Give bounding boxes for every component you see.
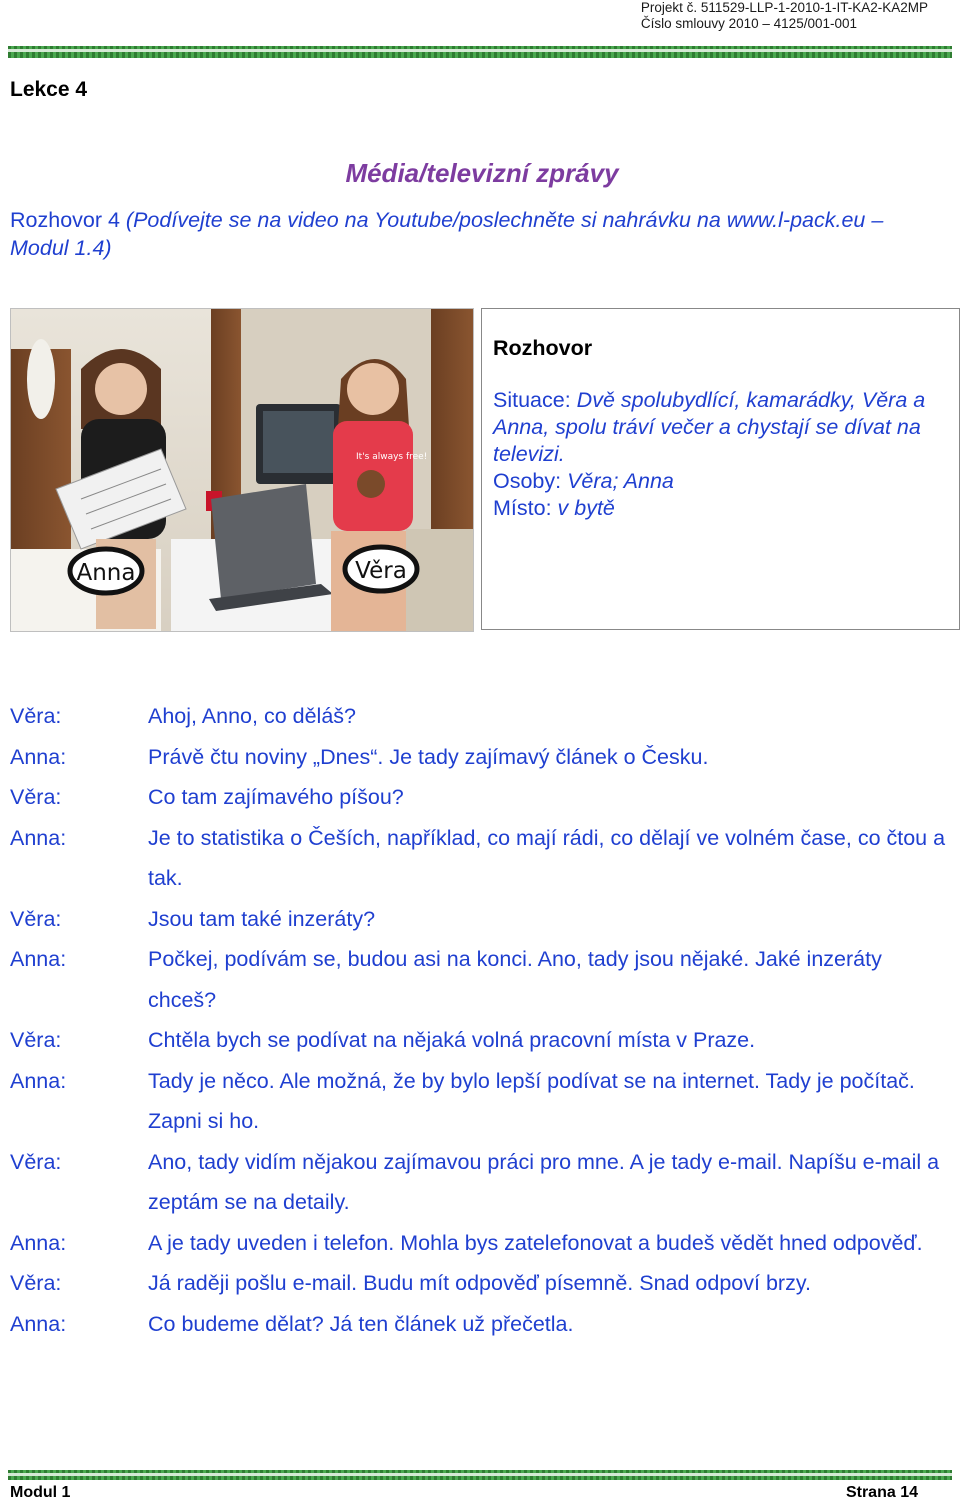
dialogue-line <box>10 1020 955 1061</box>
dialogue-line <box>10 737 955 778</box>
speaker: Anna: <box>10 744 67 769</box>
vera-face <box>347 363 399 415</box>
monkey-print-icon <box>357 470 385 498</box>
vase-icon <box>27 339 55 419</box>
footer-rule <box>8 1470 952 1480</box>
info-title: Rozhovor <box>493 336 593 360</box>
dialogue-line <box>10 1304 955 1345</box>
utterance: A je tady uveden i telefon. Mohla bys zatelefonovat a budeš vědět hned odpověď. <box>148 1230 923 1255</box>
shirt-text: It's always free! <box>356 452 428 462</box>
intro-lead: Rozhovor 4 <box>10 208 120 232</box>
lesson-label: Lekce 4 <box>10 78 88 101</box>
speaker: Anna: <box>10 947 67 971</box>
utterance: Je to statistika o Češích, například, co mají rádi, co dělají ve volném čase, co čtou a tak. <box>148 825 946 890</box>
utterance: Já raději pošlu e-mail. Budu mít odpověď písemně. Snad odpoví brzy. <box>148 1271 811 1295</box>
info-persons: Osoby: Věra; Anna <box>493 469 674 493</box>
utterance: Tady je něco. Ale možná, že by bylo lepší podívat se na internet. Tady je počítač. Zapni si ho. <box>148 1068 915 1133</box>
intro-paragraph <box>10 206 890 262</box>
page-header <box>641 0 928 32</box>
utterance: Ano, tady vidím nějakou zajímavou práci pro mne. A je tady e-mail. Napíšu e-mail a zeptám se na detaily. <box>148 1149 940 1214</box>
info-situation: Situace: Dvě spolubydlící, kamarádky, Věra a Anna, spolu tráví večer a chystají se dívat na televizi. <box>493 388 926 466</box>
dialogue-line <box>10 1061 955 1142</box>
scene-photo <box>10 308 474 632</box>
utterance: Chtěla bych se podívat na nějaká volná pracovní místa v Praze. <box>148 1028 756 1052</box>
dialogue <box>10 696 955 1344</box>
speaker: Anna: <box>10 1230 67 1255</box>
speaker: Anna: <box>10 825 67 850</box>
section-title: Média/televizní zprávy <box>345 158 619 188</box>
info-place: Místo: v bytě <box>493 496 615 520</box>
speaker: Věra: <box>10 1271 62 1295</box>
utterance: Jsou tam také inzeráty? <box>148 906 376 931</box>
dialogue-line <box>10 1142 955 1223</box>
contract-number: Číslo smlouvy 2010 – 4125/001-001 <box>640 16 857 31</box>
dialogue-line <box>10 899 955 940</box>
chair <box>406 529 473 631</box>
dialogue-line <box>10 696 955 737</box>
label-anna: Anna <box>76 560 136 586</box>
utterance: Co budeme dělat? Já ten článek už přečetla. <box>148 1311 574 1336</box>
dialogue-line <box>10 1223 955 1264</box>
dialogue-line <box>10 818 955 899</box>
laptop-icon <box>211 484 316 599</box>
header-rule <box>8 46 952 58</box>
speaker: Anna: <box>10 1311 67 1336</box>
utterance: Co tam zajímavého píšou? <box>148 785 404 809</box>
label-vera: Věra <box>355 558 407 584</box>
speaker: Věra: <box>10 704 62 728</box>
speaker: Anna: <box>10 1068 67 1093</box>
dialogue-line <box>10 777 955 818</box>
project-number: Projekt č. 511529-LLP-1-2010-1-IT-KA2-KA2MP <box>640 0 928 15</box>
speaker: Věra: <box>10 906 62 931</box>
speaker: Věra: <box>10 1149 62 1174</box>
utterance: Právě čtu noviny „Dnes“. Je tady zajímavý článek o Česku. <box>148 744 709 769</box>
utterance: Počkej, podívám se, budou asi na konci. Ano, tady jsou nějaké. Jaké inzeráty chceš? <box>148 947 882 1012</box>
dialogue-line <box>10 1263 955 1304</box>
footer-module: Modul 1 <box>10 1484 71 1501</box>
speaker: Věra: <box>10 785 62 809</box>
footer-page-number: Strana 14 <box>845 1484 918 1501</box>
intro-instruction: (Podívejte se na video na Youtube/poslechněte si nahrávku na www.l-pack.eu – Modul 1.4) <box>10 208 884 260</box>
dialogue-line <box>10 939 955 1020</box>
speaker: Věra: <box>10 1028 62 1052</box>
utterance: Ahoj, Anno, co děláš? <box>148 704 356 728</box>
conversation-info-box <box>481 308 960 630</box>
scene-illustration <box>11 309 473 631</box>
